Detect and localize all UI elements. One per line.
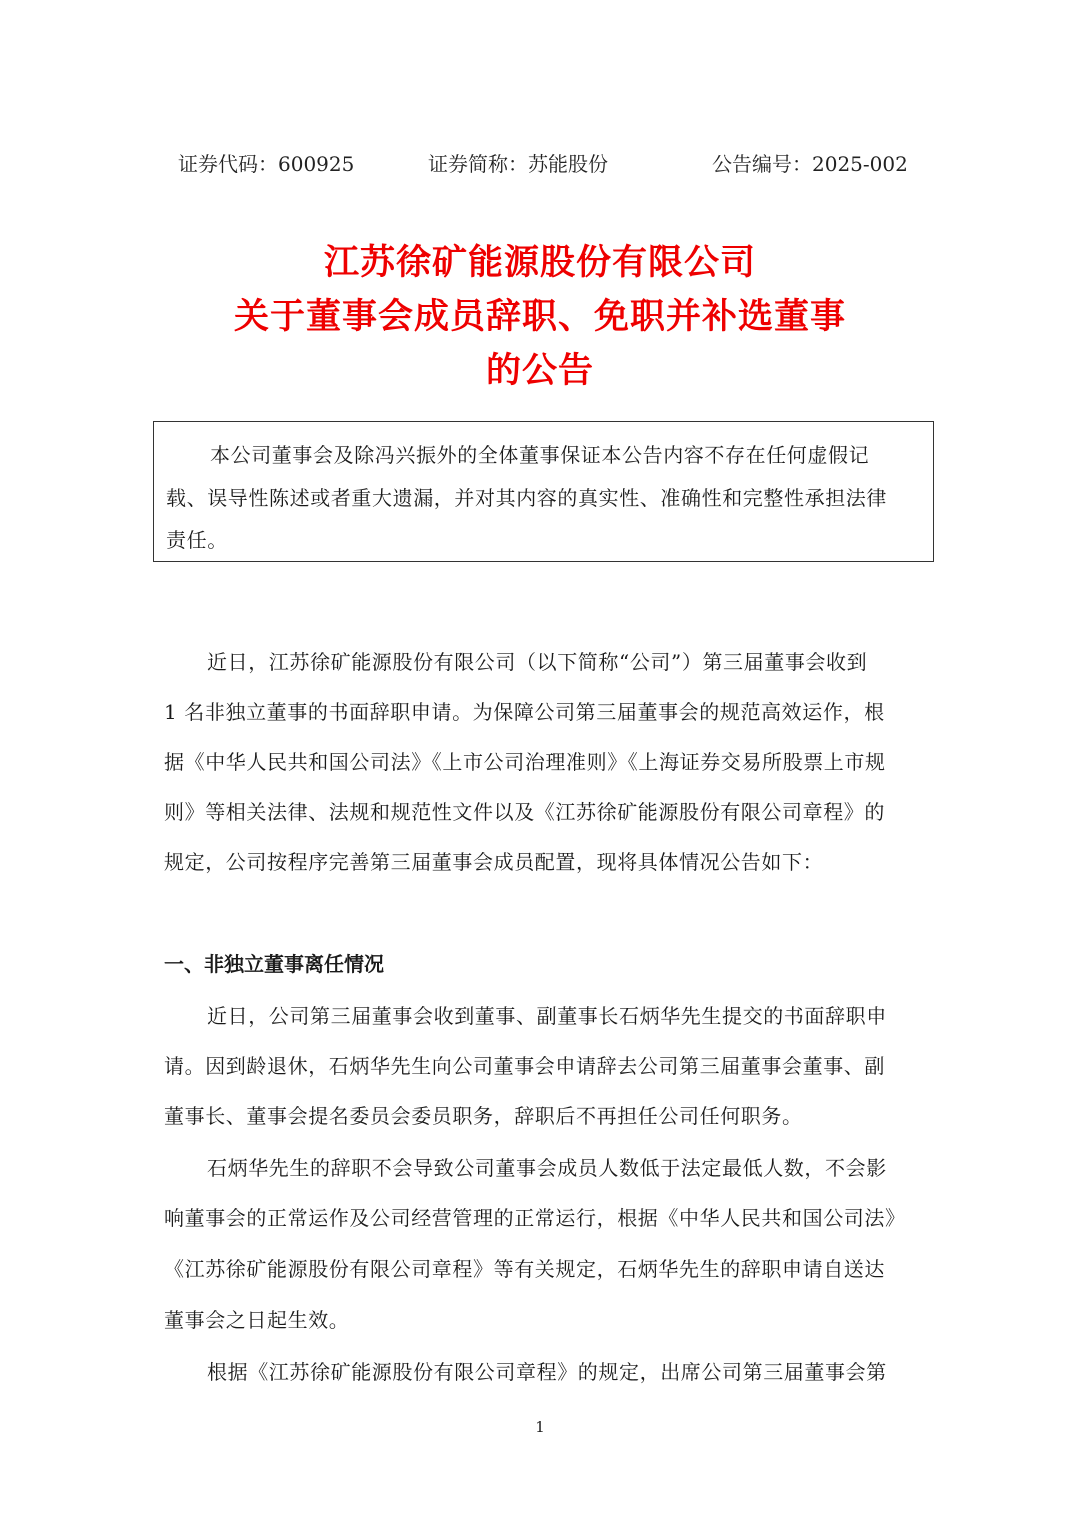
stock-code: 证券代码：600925	[178, 152, 355, 176]
document-title	[0, 236, 1080, 398]
disclaimer-line: 责任。	[166, 528, 228, 552]
paragraph-line: 响董事会的正常运作及公司经营管理的正常运行，根据《中华人民共和国公司法》	[164, 1206, 906, 1230]
disclaimer-line: 载、误导性陈述或者重大遗漏，并对其内容的真实性、准确性和完整性承担法律	[166, 486, 887, 510]
stock-abbreviation: 证券简称：苏能股份	[428, 152, 608, 176]
paragraph-line: 据《中华人民共和国公司法》《上市公司治理准则》《上海证券交易所股票上市规	[164, 750, 886, 774]
paragraph-line: 则》等相关法律、法规和规范性文件以及《江苏徐矿能源股份有限公司章程》的	[164, 800, 885, 824]
announcement-number: 公告编号：2025-002	[712, 152, 908, 176]
title-line: 江苏徐矿能源股份有限公司	[323, 243, 756, 283]
title-line: 的公告	[485, 351, 594, 391]
paragraph-line: 1 名非独立董事的书面辞职申请。为保障公司第三届董事会的规范高效运作，根	[164, 700, 885, 724]
disclaimer-line: 本公司董事会及除冯兴振外的全体董事保证本公告内容不存在任何虚假记	[210, 443, 870, 467]
section-heading: 一、非独立董事离任情况	[164, 952, 384, 976]
disclaimer-box	[153, 421, 934, 562]
document-header	[0, 148, 1080, 182]
paragraph-line: 近日，江苏徐矿能源股份有限公司（以下简称“公司”）第三届董事会收到	[207, 650, 868, 674]
paragraph-line: 石炳华先生的辞职不会导致公司董事会成员人数低于法定最低人数，不会影	[207, 1156, 887, 1180]
paragraph-line: 规定，公司按程序完善第三届董事会成员配置，现将具体情况公告如下：	[164, 850, 824, 874]
title-line: 关于董事会成员辞职、免职并补选董事	[233, 297, 846, 337]
paragraph-line: 董事长、董事会提名委员会委员职务，辞职后不再担任公司任何职务。	[164, 1104, 803, 1128]
paragraph-line: 请。因到龄退休，石炳华先生向公司董事会申请辞去公司第三届董事会董事、副	[164, 1054, 885, 1078]
page-number: 1	[535, 1418, 545, 1436]
paragraph-line: 董事会之日起生效。	[164, 1308, 350, 1332]
paragraph-line: 《江苏徐矿能源股份有限公司章程》等有关规定，石炳华先生的辞职申请自送达	[164, 1257, 885, 1281]
paragraph-line: 根据《江苏徐矿能源股份有限公司章程》的规定，出席公司第三届董事会第	[207, 1360, 887, 1384]
paragraph-line: 近日，公司第三届董事会收到董事、副董事长石炳华先生提交的书面辞职申	[207, 1004, 887, 1028]
